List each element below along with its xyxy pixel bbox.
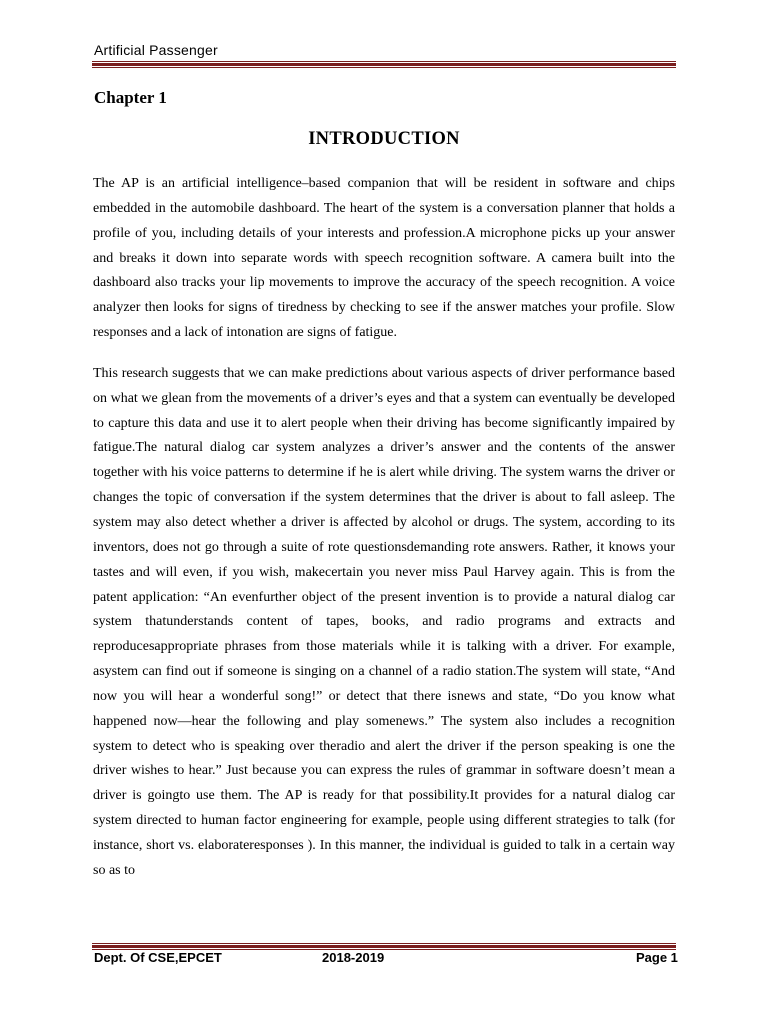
body-text	[93, 172, 675, 900]
footer-rule-thin-top	[92, 943, 676, 944]
header-rule-thick	[92, 63, 676, 66]
header-rule-thin-top	[92, 61, 676, 62]
paragraph-2: This research suggests that we can make predictions about various aspects of driver performance based on what we glean from the movements of a driver’s eyes and that a system can eventually be developed to capture this data and use it to alert people when their driving has become significantly impaired by fatigue.The natural dialog car system analyzes a driver’s answer and the contents of the answer together with his voice patterns to determine if he is alert while driving. The system warns the driver or changes the topic of conversation if the system determines that the driver is about to fall asleep. The system may also detect whether a driver is affected by alcohol or drugs. The system, according to its inventors, does not go through a suite of rote questionsdemanding rote answers. Rather, it knows your tastes and will even, if you wish, makecertain you never miss Paul Harvey again. This is from the patent application: “An evenfurther object of the present invention is to provide a natural dialog car system thatunderstands content of tapes, books, and radio programs and extracts and reproducesappropriate phrases from those materials while it is talking with a driver. For example, asystem can find out if someone is singing on a channel of a radio station.The system will state, “And now you will hear a wonderful song!” or detect that there isnews and state, “Do you know what happened now—hear the following and play somenews.” The system also includes a recognition system to detect who is speaking over theradio and alert the driver if the person speaking is one the driver wishes to hear.” Just because you can express the rules of grammar in software doesn’t mean a driver is goingto use them. The AP is ready for that possibility.It provides for a natural dialog car system directed to human factor engineering for example, people using different strategies to talk (for instance, short vs. elaborateresponses ). In this manner, the individual is guided to talk in a certain way so as to	[93, 365, 675, 878]
footer-academic-year: 2018-2019	[322, 950, 385, 965]
footer-department: Dept. Of CSE,EPCET	[94, 950, 222, 965]
chapter-label: Chapter 1	[94, 88, 167, 107]
running-header: Artificial Passenger	[94, 42, 218, 58]
header-rule-thin-bottom	[92, 67, 676, 68]
footer-rule-thick	[92, 945, 676, 948]
section-title: INTRODUCTION	[308, 129, 460, 149]
paragraph-1: The AP is an artificial intelligence–based companion that will be resident in software and chips embedded in the automobile dashboard. The heart of the system is a conversation planner that holds a profile of you, including details of your interests and profession.A microphone picks up your answer and breaks it down into separate words with speech recognition software. A camera built into the dashboard also tracks your lip movements to improve the accuracy of the speech recognition. A voice analyzer then looks for signs of tiredness by checking to see if the answer matches your profile. Slow responses and a lack of intonation are signs of fatigue.	[93, 176, 675, 341]
footer-page-number: Page 1	[636, 950, 678, 965]
